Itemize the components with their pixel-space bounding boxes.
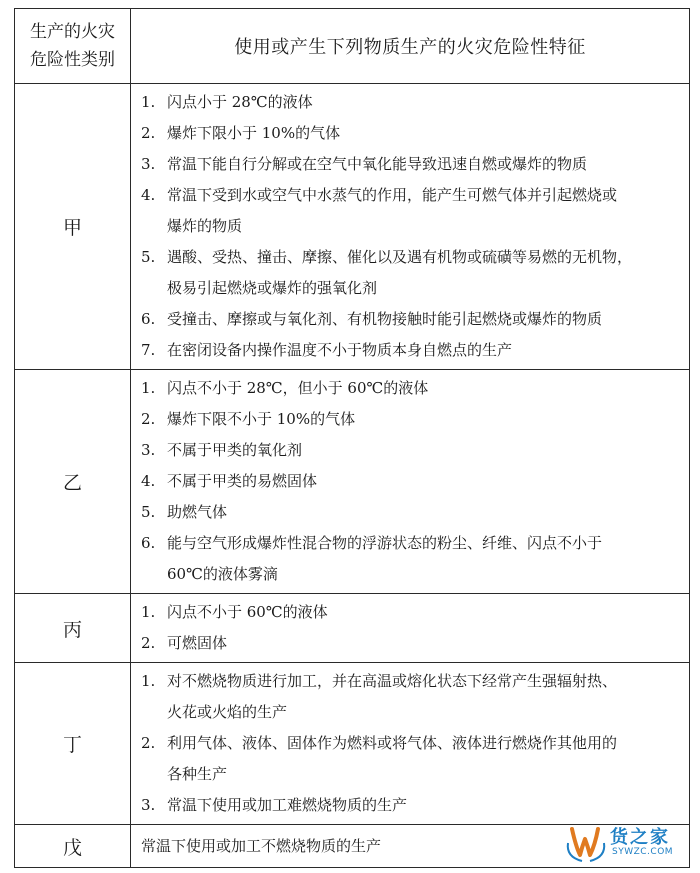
feature-line — [141, 118, 679, 149]
item-text: 火花或火焰的生产 — [167, 703, 288, 721]
item-number: 3. — [141, 155, 156, 173]
item-text: 可燃固体 — [167, 634, 228, 652]
feature-item — [141, 528, 679, 590]
feature-line — [141, 149, 679, 180]
feature-line — [141, 335, 679, 366]
watermark-url: SYWZC.COM — [612, 847, 674, 857]
item-number: 3. — [141, 796, 156, 814]
feature-item — [141, 466, 679, 497]
header-features-cell: 使用或产生下列物质生产的火灾危险性特征 — [131, 9, 690, 84]
item-number: 2. — [141, 124, 156, 142]
feature-item — [141, 242, 679, 304]
item-text: 不属于甲类的氧化剂 — [167, 441, 303, 459]
feature-item — [141, 728, 679, 790]
item-text: 常温下使用或加工难燃烧物质的生产 — [167, 796, 408, 814]
item-number: 5. — [141, 503, 156, 521]
item-text: 爆炸下限小于 10%的气体 — [167, 124, 341, 142]
item-text: 爆炸下限不小于 10%的气体 — [167, 410, 356, 428]
item-text: 利用气体、液体、固体作为燃料或将气体、液体进行燃烧作其他用的 — [167, 734, 618, 752]
feature-line — [141, 273, 679, 304]
header-row — [15, 9, 690, 84]
feature-item — [141, 435, 679, 466]
item-number: 1. — [141, 93, 156, 111]
category-row — [15, 84, 690, 370]
feature-line — [141, 304, 679, 335]
category-cell: 乙 — [15, 370, 131, 594]
feature-item — [141, 373, 679, 404]
feature-item — [141, 118, 679, 149]
item-number: 2. — [141, 734, 156, 752]
feature-line — [141, 497, 679, 528]
feature-line — [141, 180, 679, 211]
item-text: 极易引起燃烧或爆炸的强氧化剂 — [167, 279, 378, 297]
watermark-logo-icon — [562, 817, 610, 865]
feature-line — [141, 242, 679, 273]
item-number: 4. — [141, 472, 156, 490]
features-cell — [131, 84, 690, 370]
item-number: 1. — [141, 379, 156, 397]
feature-line — [141, 404, 679, 435]
feature-item — [141, 666, 679, 728]
features-cell — [131, 663, 690, 825]
feature-line — [141, 666, 679, 697]
feature-line — [141, 759, 679, 790]
feature-line — [141, 373, 679, 404]
feature-line — [141, 628, 679, 659]
header-category-line: 生产的火灾 — [30, 22, 115, 42]
feature-line — [141, 87, 679, 118]
item-number: 3. — [141, 441, 156, 459]
item-number: 7. — [141, 341, 156, 359]
item-number: 4. — [141, 186, 156, 204]
feature-line — [141, 466, 679, 497]
item-number: 1. — [141, 603, 156, 621]
item-text: 60℃的液体雾滴 — [167, 565, 278, 583]
item-text: 各种生产 — [167, 765, 228, 783]
item-text: 常温下能自行分解或在空气中氧化能导致迅速自燃或爆炸的物质 — [167, 155, 588, 173]
item-text: 爆炸的物质 — [167, 217, 243, 235]
feature-item — [141, 149, 679, 180]
item-number: 6. — [141, 534, 156, 552]
item-text: 受撞击、摩擦或与氧化剂、有机物接触时能引起燃烧或爆炸的物质 — [167, 310, 603, 328]
feature-item — [141, 628, 679, 659]
item-text: 对不燃烧物质进行加工，并在高温或熔化状态下经常产生强辐射热、 — [167, 672, 618, 690]
feature-line — [141, 697, 679, 728]
category-row — [15, 370, 690, 594]
watermark-name: 货之家 — [610, 827, 670, 848]
category-cell: 丁 — [15, 663, 131, 825]
item-text: 助燃气体 — [167, 503, 228, 521]
feature-line — [141, 435, 679, 466]
item-number: 2. — [141, 634, 156, 652]
feature-line — [141, 597, 679, 628]
fire-hazard-table — [14, 8, 690, 868]
category-cell: 丙 — [15, 594, 131, 663]
item-number: 5. — [141, 248, 156, 266]
feature-item — [141, 597, 679, 628]
category-row — [15, 663, 690, 825]
feature-item — [141, 497, 679, 528]
features-cell — [131, 370, 690, 594]
item-number: 6. — [141, 310, 156, 328]
item-text: 在密闭设备内操作温度不小于物质本身自燃点的生产 — [167, 341, 513, 359]
item-number: 1. — [141, 672, 156, 690]
header-category-cell — [15, 9, 131, 84]
feature-line — [141, 728, 679, 759]
item-text: 闪点小于 28℃的液体 — [167, 93, 313, 111]
feature-line — [141, 559, 679, 590]
feature-item — [141, 180, 679, 242]
feature-item — [141, 87, 679, 118]
watermark — [562, 817, 692, 865]
header-category-line: 危险性类别 — [30, 50, 115, 70]
feature-line — [141, 211, 679, 242]
category-row — [15, 594, 690, 663]
item-text: 能与空气形成爆炸性混合物的浮游状态的粉尘、纤维、闪点不小于 — [167, 534, 603, 552]
category-cell: 戊 — [15, 825, 131, 868]
category-cell: 甲 — [15, 84, 131, 370]
item-text: 闪点不小于 28℃，但小于 60℃的液体 — [167, 379, 429, 397]
features-cell — [131, 594, 690, 663]
features-cell: 常温下使用或加工不燃烧物质的生产 — [131, 825, 690, 868]
feature-item — [141, 404, 679, 435]
item-text: 闪点不小于 60℃的液体 — [167, 603, 328, 621]
item-text: 遇酸、受热、撞击、摩擦、催化以及遇有机物或硫磺等易燃的无机物， — [167, 248, 633, 266]
feature-line — [141, 528, 679, 559]
item-text: 不属于甲类的易燃固体 — [167, 472, 318, 490]
item-number: 2. — [141, 410, 156, 428]
feature-item — [141, 304, 679, 335]
item-text: 常温下受到水或空气中水蒸气的作用，能产生可燃气体并引起燃烧或 — [167, 186, 618, 204]
feature-item — [141, 335, 679, 366]
